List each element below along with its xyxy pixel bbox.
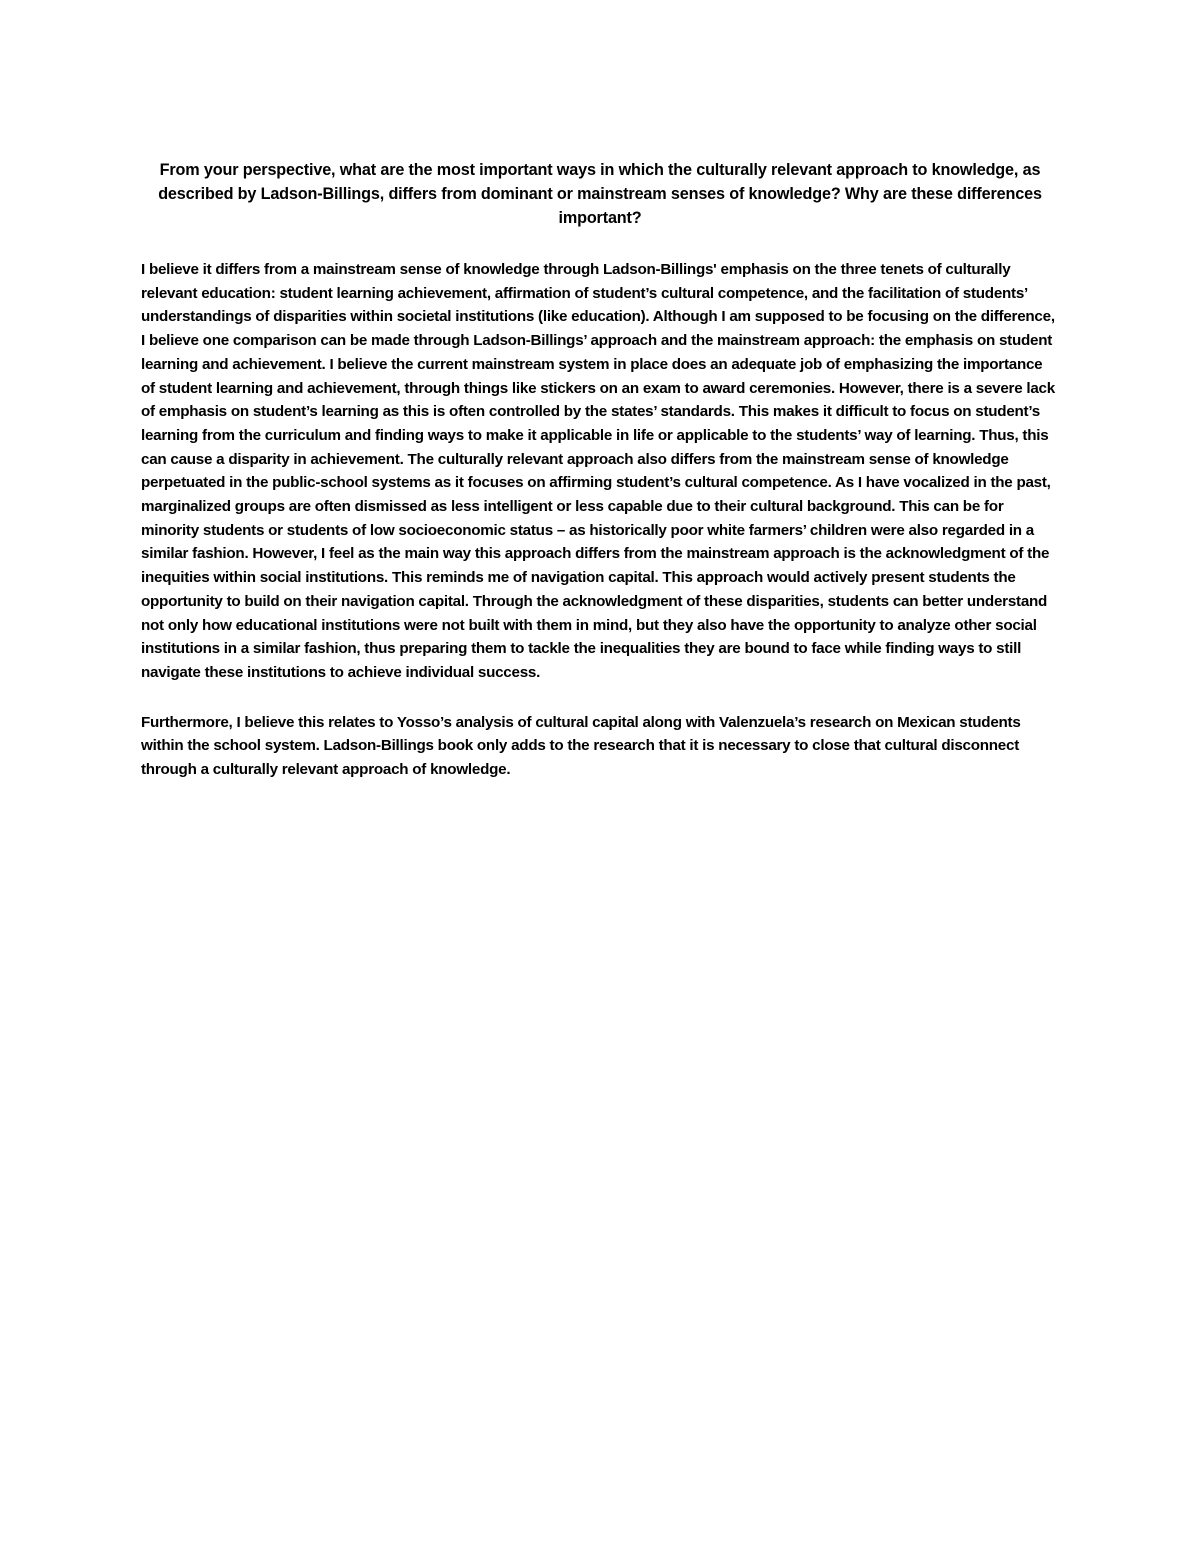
answer-paragraph-1: I believe it differs from a mainstream sense of knowledge through Ladson-Billings' emphasis on the three tenets of culturally relevant education: student learning achievement, affirmation of student’s cultural competence, and the facilitation of students’ understandings of disparities within societal institutions (like education). Although I am supposed to be focusing on the difference, I believe one comparison can be made through Ladson-Billings’ approach and the mainstream approach: the emphasis on student learning and achievement. I believe the current mainstream system in place does an adequate job of emphasizing the importance of student learning and achievement, through things like stickers on an exam to award ceremonies. However, there is a severe lack of emphasis on student’s learning as this is often controlled by the states’ standards. This makes it difficult to focus on student’s learning from the curriculum and finding ways to make it applicable in life or applicable to the students’ way of learning. Thus, this can cause a disparity in achievement. The culturally relevant approach also differs from the mainstream sense of knowledge perpetuated in the public-school systems as it focuses on affirming student’s cultural competence. As I have vocalized in the past, marginalized groups are often dismissed as less intelligent or less capable due to their cultural background. This can be for minority students or students of low socioeconomic status – as historically poor white farmers’ children were also regarded in a similar fashion. However, I feel as the main way this approach differs from the mainstream approach is the acknowledgment of the inequities within social institutions. This reminds me of navigation capital. This approach would actively present students the opportunity to build on their navigation capital. Through the acknowledgment of these disparities, students can better understand not only how educational institutions were not built with them in mind, but they also have the opportunity to analyze other social institutions in a similar fashion, thus preparing them to tackle the inequalities they are bound to face while finding ways to still navigate these institutions to achieve individual success. [141, 261, 1055, 681]
document-body [141, 158, 1059, 782]
answer-paragraph-2: Furthermore, I believe this relates to Yosso’s analysis of cultural capital along with Valenzuela’s research on Mexican students within the school system. Ladson-Billings book only adds to the research that it is necessary to close that cultural disconnect through a culturally relevant approach of knowledge. [141, 713, 1021, 779]
question-heading: From your perspective, what are the most important ways in which the culturally relevant approach to knowledge, as described by Ladson-Billings, differs from dominant or mainstream senses of knowledge? Why are these differences important? [158, 161, 1042, 227]
